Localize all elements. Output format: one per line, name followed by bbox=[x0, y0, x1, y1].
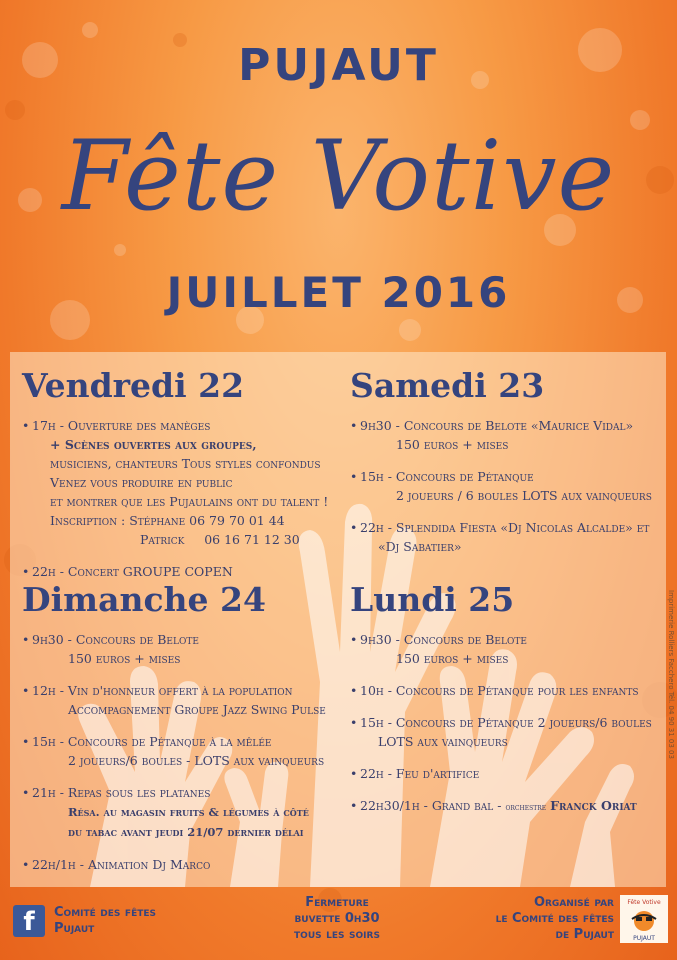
event-text: 22h - Concert GROUPE COPEN bbox=[32, 564, 233, 579]
day-title: Lundi 25 bbox=[350, 580, 515, 619]
fb-line: Comité des fêtes bbox=[54, 905, 157, 920]
fete-votive-logo bbox=[620, 895, 668, 943]
event-text: 9h30 - Concours de Belote «Maurice Vidal» bbox=[360, 418, 634, 433]
day-samedi bbox=[350, 366, 660, 569]
event-text: 2 joueurs / 6 boules LOTS aux vainqueurs bbox=[396, 488, 652, 503]
event-text: 10h - Concours de Pétanque pour les enfants bbox=[360, 683, 639, 698]
day-lundi bbox=[350, 580, 660, 831]
printer-credit: Imprimerie Rolliers Facchero Tél. 04 90 31 03 03 bbox=[667, 590, 675, 759]
event-text: «Dj Sabatier» bbox=[378, 539, 462, 554]
closing-line: tous les soirs bbox=[294, 927, 380, 942]
day-dimanche bbox=[22, 580, 352, 887]
event-item: • 22h - Feu d'artifice bbox=[350, 766, 480, 781]
event-text: Venez vous produire en public bbox=[50, 475, 233, 490]
event-text: 22h - Splendida Fiesta «Dj Nicolas Alcalde» et bbox=[360, 520, 650, 535]
event-text: 9h30 - Concours de Belote bbox=[32, 632, 199, 647]
poster-header bbox=[0, 0, 677, 340]
event-text: et montrer que les Pujaulains ont du talent ! bbox=[50, 494, 329, 509]
logo-text-bottom: PUJAUT bbox=[633, 935, 655, 942]
facebook-icon[interactable]: f bbox=[13, 905, 45, 937]
event-text: musiciens, chanteurs Tous styles confondus bbox=[50, 456, 321, 471]
event-text: 22h/1h - Animation Dj Marco bbox=[32, 857, 211, 872]
org-line: Organisé par bbox=[533, 895, 614, 910]
event-text: 2 joueurs/6 boules - LOTS aux vainqueurs bbox=[68, 753, 325, 768]
event-text: 22h - Feu d'artifice bbox=[360, 766, 480, 781]
event-item: • 12h - Vin d'honneur offert à la population Accompagnement Groupe Jazz Swing Pulse bbox=[22, 681, 352, 719]
event-text: 15h - Concours de Pétanque à la mêlée bbox=[32, 734, 272, 749]
event-text: orchestre bbox=[505, 803, 547, 813]
event-month: JUILLET 2016 bbox=[166, 268, 511, 317]
fb-line: Pujaut bbox=[54, 921, 95, 936]
event-title: Fête Votive bbox=[61, 120, 616, 232]
event-item: • 9h30 - Concours de Belote «Maurice Vidal» 150 euros + mises bbox=[350, 416, 660, 454]
event-text: du tabac avant jeudi 21/07 dernier délai bbox=[68, 825, 304, 839]
day-title: Samedi 23 bbox=[350, 366, 545, 405]
org-line: le Comité des fêtes bbox=[495, 911, 614, 926]
event-item: • 22h - Splendida Fiesta «Dj Nicolas Alcalde» et «Dj Sabatier» bbox=[350, 518, 660, 556]
logo-text-top: Fête Votive bbox=[627, 899, 661, 906]
event-item: • 15h - Concours de Pétanque à la mêlée 2 joueurs/6 boules - LOTS aux vainqueurs bbox=[22, 732, 352, 770]
event-text: + Scènes ouvertes aux groupes, bbox=[50, 437, 257, 452]
day-title: Vendredi 22 bbox=[22, 366, 245, 405]
event-text: 17h - Ouverture des manèges bbox=[32, 418, 211, 433]
event-text: 9h30 - Concours de Belote bbox=[360, 632, 527, 647]
event-text: 150 euros + mises bbox=[396, 651, 509, 666]
event-text: 21h - Repas sous les platanes bbox=[32, 785, 211, 800]
event-item: • 22h30/1h - Grand bal - orchestre Franck Oriat bbox=[350, 798, 637, 813]
day-vendredi bbox=[22, 366, 352, 594]
closing-line: buvette 0h30 bbox=[294, 911, 380, 926]
event-text: 15h - Concours de Pétanque bbox=[360, 469, 534, 484]
event-text: LOTS aux vainqueurs bbox=[378, 734, 508, 749]
event-text: Inscription : Stéphane 06 79 70 01 44 bbox=[50, 513, 285, 528]
event-text: Franck Oriat bbox=[550, 798, 637, 813]
facebook-page-link[interactable] bbox=[54, 905, 156, 937]
day-title: Dimanche 24 bbox=[22, 580, 266, 619]
event-text: 150 euros + mises bbox=[68, 651, 181, 666]
event-item: • 10h - Concours de Pétanque pour les enfants bbox=[350, 683, 639, 698]
town-name: PUJAUT bbox=[238, 40, 439, 91]
event-text: 150 euros + mises bbox=[396, 437, 509, 452]
event-item: • 21h - Repas sous les platanes Résa. au magasin fruits & légumes à côté du tabac avant jeudi 21/07 dernier délai bbox=[22, 783, 352, 842]
event-text: 22h30/1h - Grand bal - bbox=[360, 798, 506, 813]
event-item: • 9h30 - Concours de Belote 150 euros + mises bbox=[22, 630, 352, 668]
event-item: • 15h - Concours de Pétanque 2 joueurs/6 boules LOTS aux vainqueurs bbox=[350, 713, 660, 751]
event-text: 12h - Vin d'honneur offert à la population bbox=[32, 683, 293, 698]
event-item: • 22h - Concert GROUPE COPEN bbox=[22, 564, 233, 579]
closing-line: Fermeture bbox=[305, 895, 369, 910]
event-text: Patrick 06 16 71 12 30 bbox=[140, 532, 300, 547]
event-text: Accompagnement Groupe Jazz Swing Pulse bbox=[68, 702, 326, 717]
organizer-info bbox=[418, 895, 614, 943]
event-item: • 15h - Concours de Pétanque 2 joueurs / 6 boules LOTS aux vainqueurs bbox=[350, 467, 660, 505]
event-item: • 22h/1h - Animation Dj Marco bbox=[22, 857, 211, 872]
bar-closing-info bbox=[262, 895, 412, 943]
event-text: Résa. au magasin fruits & légumes à côté bbox=[68, 805, 309, 819]
event-text: 15h - Concours de Pétanque 2 joueurs/6 boules bbox=[360, 715, 652, 730]
event-item: • 9h30 - Concours de Belote 150 euros + mises bbox=[350, 630, 660, 668]
event-item: • 17h - Ouverture des manèges + Scènes ouvertes aux groupes, musiciens, chanteurs Tous styles confondus Venez vous produire en public et montrer que les Pujaulains ont du talent ! Inscription : Stéphane 06 79 70 01 44 Patrick 06 16 71 12 30 bbox=[22, 416, 352, 549]
org-line: de Pujaut bbox=[555, 927, 614, 942]
